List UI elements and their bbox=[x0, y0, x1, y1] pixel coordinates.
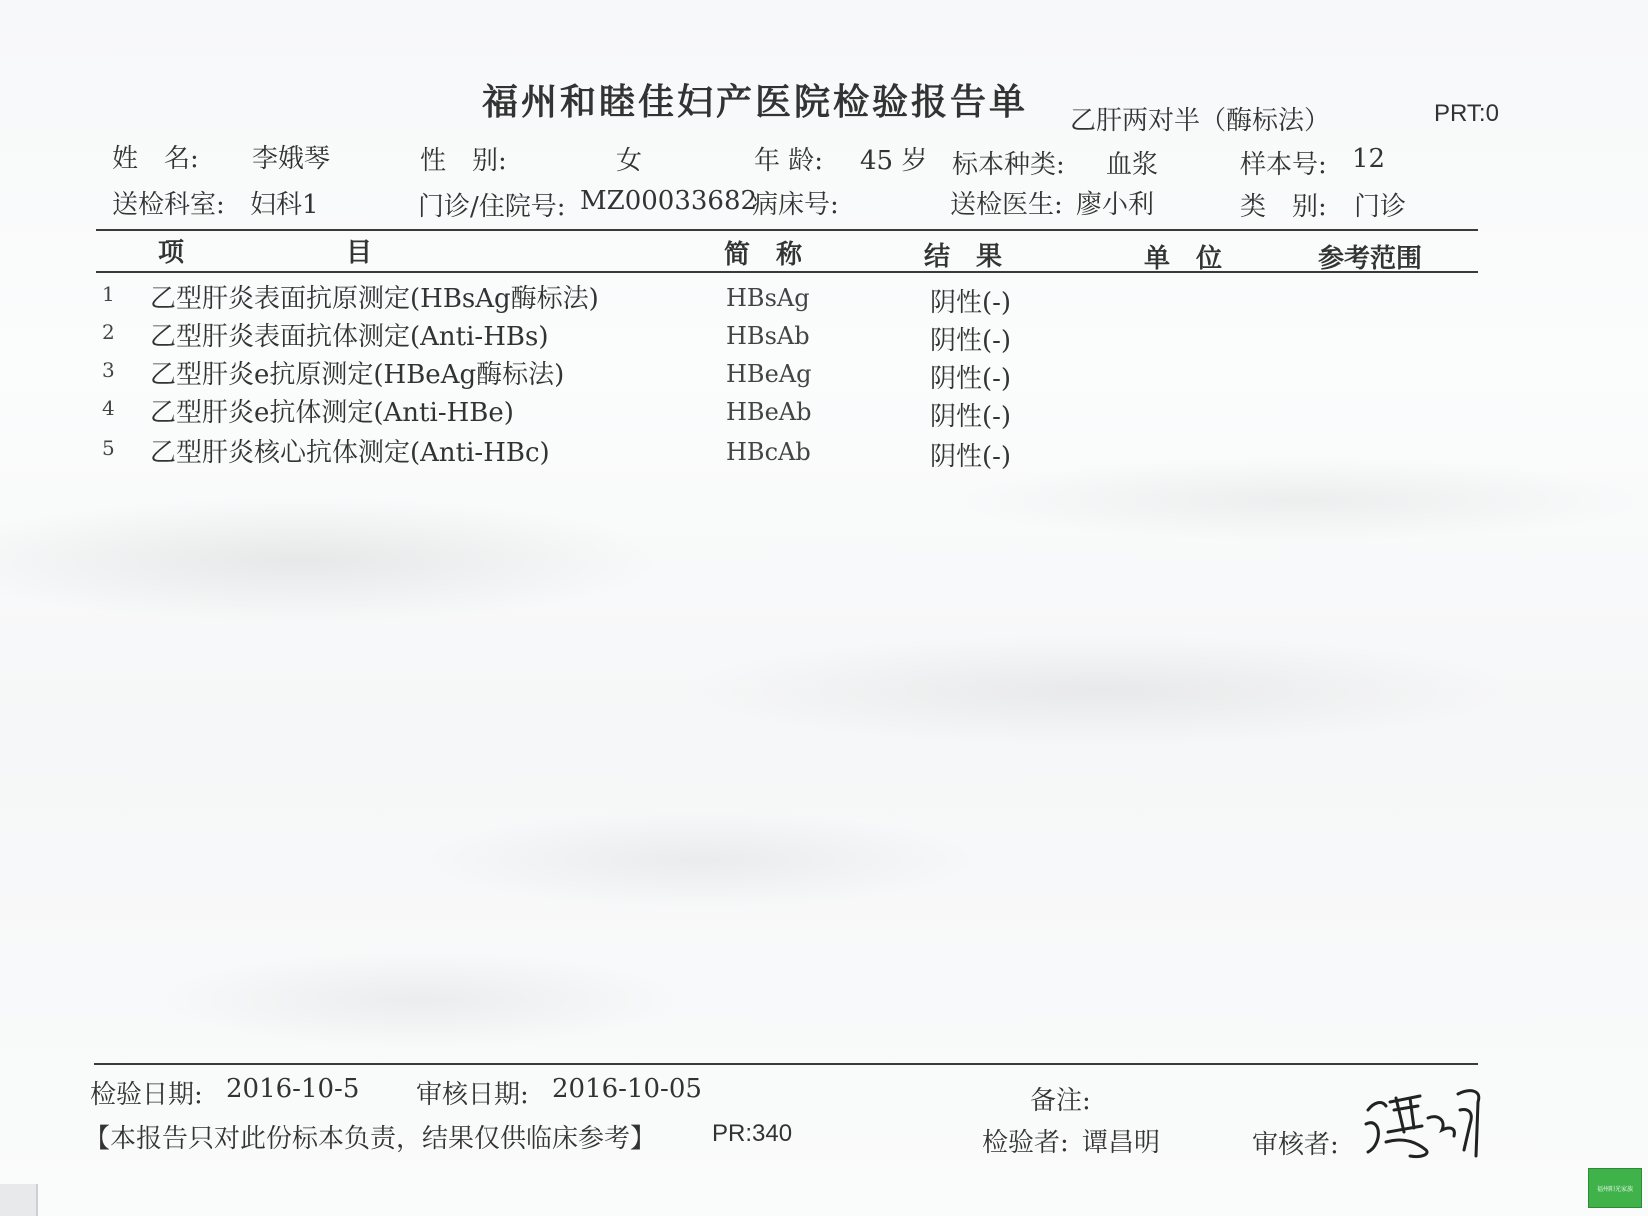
test-item-name: 乙型肝炎e抗体测定(Anti-HBe) bbox=[150, 398, 514, 428]
test-item-result: 阴性(-) bbox=[930, 364, 1012, 394]
header-top-rule bbox=[96, 229, 1478, 231]
name-label: 姓 名: bbox=[112, 144, 199, 174]
specimen-label: 标本种类: bbox=[952, 150, 1065, 180]
patient-age: 45 岁 bbox=[860, 146, 928, 176]
dept: 妇科1 bbox=[250, 190, 319, 220]
row-number: 3 bbox=[102, 358, 115, 382]
test-item-result: 阴性(-) bbox=[930, 288, 1012, 318]
category-label: 类 别: bbox=[1240, 192, 1327, 222]
col-abbr: 简 称 bbox=[724, 240, 803, 270]
doctor-label: 送检医生: bbox=[950, 190, 1063, 220]
test-item-result: 阴性(-) bbox=[930, 442, 1012, 472]
test-item-abbr: HBeAb bbox=[726, 398, 812, 426]
review-date-label: 审核日期: bbox=[416, 1080, 529, 1110]
test-item-name: 乙型肝炎表面抗体测定(Anti-HBs) bbox=[150, 322, 549, 352]
dept-label: 送检科室: bbox=[112, 190, 225, 220]
col-unit: 单 位 bbox=[1144, 244, 1223, 274]
review-date: 2016-10-05 bbox=[552, 1074, 702, 1104]
test-date-label: 检验日期: bbox=[90, 1080, 203, 1110]
reviewer-label: 审核者: bbox=[1252, 1130, 1339, 1160]
header-bottom-rule bbox=[96, 271, 1478, 273]
doctor-name: 廖小利 bbox=[1076, 190, 1155, 220]
test-item-abbr: HBsAb bbox=[726, 322, 810, 350]
col-result: 结 果 bbox=[924, 242, 1003, 272]
category: 门诊 bbox=[1354, 192, 1407, 222]
gender-label: 性 别: bbox=[420, 146, 507, 176]
remark-label: 备注: bbox=[1030, 1086, 1091, 1116]
test-item-result: 阴性(-) bbox=[930, 402, 1012, 432]
specimen-type: 血浆 bbox=[1106, 150, 1159, 180]
outpatient-no: MZ00033682 bbox=[580, 186, 758, 216]
test-item-name: 乙型肝炎核心抗体测定(Anti-HBc) bbox=[150, 438, 550, 468]
row-number: 2 bbox=[102, 320, 115, 344]
col-item-2: 目 bbox=[346, 238, 373, 268]
outpatient-label: 门诊/住院号: bbox=[418, 192, 566, 222]
reviewer-signature bbox=[1360, 1080, 1490, 1170]
sample-no: 12 bbox=[1352, 144, 1386, 174]
col-item-1: 项 bbox=[158, 238, 185, 268]
footer-rule bbox=[94, 1063, 1478, 1065]
watermark-text: 福州阳光家族 bbox=[1596, 1185, 1633, 1193]
tester-name: 谭昌明 bbox=[1082, 1128, 1161, 1158]
watermark-badge bbox=[1588, 1168, 1642, 1208]
row-number: 1 bbox=[102, 282, 115, 306]
pr-code: PR:340 bbox=[712, 1120, 793, 1147]
age-label: 年 龄: bbox=[754, 146, 824, 176]
report-title: 福州和睦佳妇产医院检验报告单 bbox=[482, 81, 1029, 123]
test-item-name: 乙型肝炎表面抗原测定(HBsAg酶标法) bbox=[150, 284, 599, 314]
row-number: 5 bbox=[102, 436, 115, 460]
test-item-result: 阴性(-) bbox=[930, 326, 1012, 356]
test-item-abbr: HBeAg bbox=[726, 360, 812, 388]
patient-gender: 女 bbox=[616, 146, 643, 176]
row-number: 4 bbox=[102, 396, 115, 420]
test-item-abbr: HBcAb bbox=[726, 438, 811, 466]
tester-label: 检验者: bbox=[982, 1128, 1069, 1158]
disclaimer: 【本报告只对此份标本负责，结果仅供临床参考】 bbox=[84, 1124, 657, 1154]
patient-name: 李娥琴 bbox=[252, 144, 331, 174]
test-item-abbr: HBsAg bbox=[726, 284, 810, 312]
scan-edge bbox=[0, 1184, 38, 1216]
col-ref: 参考范围 bbox=[1318, 244, 1423, 274]
bed-label: 病床号: bbox=[752, 190, 839, 220]
prt-code: PRT:0 bbox=[1434, 100, 1499, 127]
test-item-name: 乙型肝炎e抗原测定(HBeAg酶标法) bbox=[150, 360, 565, 390]
sample-no-label: 样本号: bbox=[1240, 150, 1327, 180]
test-date: 2016-10-5 bbox=[226, 1074, 360, 1104]
test-panel-name: 乙肝两对半（酶标法） bbox=[1070, 106, 1331, 136]
